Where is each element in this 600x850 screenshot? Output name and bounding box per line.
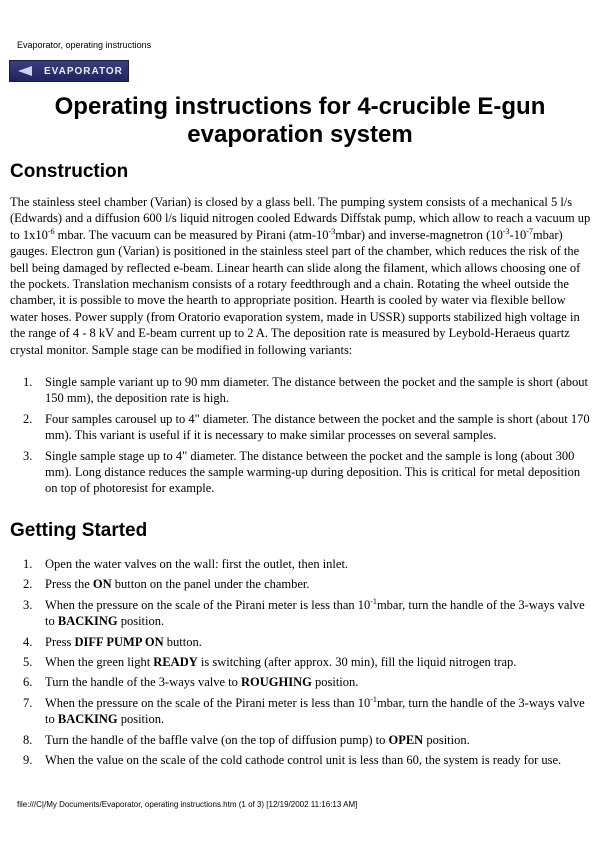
list-item: 1. Open the water valves on the wall: first the outlet, then inlet. — [23, 557, 349, 571]
arrow-icon — [18, 66, 32, 76]
list-item: 3. When the pressure on the scale of the Pirani meter is less than $10^{-1}mbar$, turn the handle of the 3-ways valve to BACKING position. — [23, 596, 585, 629]
list-item: 1. Single sample variant up to 90 mm diameter. The distance between the pocket and the sample is short (about 150 mm), the deposition rate is high. — [23, 375, 589, 406]
getting-started-steps — [23, 556, 590, 772]
list-item: 8. Turn the handle of the baffle valve (on the top of diffusion pump) to OPEN position. — [23, 732, 470, 747]
construction-heading: Construction — [10, 161, 129, 182]
list-item: 6. Turn the handle of the 3-ways valve to ROUGHING position. — [23, 675, 359, 690]
page-footer: file:///C|/My Documents/Evaporator, operating instructions.htm (1 of 3) [12/19/2002 11:16:13 AM] — [17, 800, 358, 809]
list-item: 5. When the green light READY is switching (after approx. 30 min), fill the liquid nitrogen trap. — [23, 655, 517, 670]
list-item: 4. Press DIFF PUMP ON button. — [23, 634, 202, 649]
list-item: 7. When the pressure on the scale of the Pirani meter is less than $10^{-1}mbar$, turn the handle of the 3-ways valve to BACKING position. — [23, 694, 585, 727]
list-item: 2. Four samples carousel up to 4" diameter. The distance between the pocket and the sample is short (about 170 mm). This variant is useful if it is necessary to make similar processes on several samples. — [23, 411, 590, 443]
page-title: Operating instructions for 4-crucible E-gun evaporation system — [54, 93, 546, 148]
banner-label: EVAPORATOR — [44, 65, 123, 77]
list-item: 3. Single sample stage up to 4" diameter. The distance between the pocket and the sample is long (about 300 mm). Long distance reduces the sample warming-up during deposition. This is critical for metal deposition on top of photoresist for example. — [23, 448, 581, 496]
construction-paragraph: The stainless steel chamber (Varian) is closed by a glass bell. The pumping system consists of a mechanical 5 l/s (Edwards) and a diffusion 600 l/s liquid nitrogen cooled Edwards Diffstak pump, which allow to reach a vacuum up to $1x10^{-6}$ mbar. The vacuum can be measured by Pirani $(atm-10^{-3}mbar)$ and inverse-magnetron $(10^{-3}-10^{-7}mbar)$ gauges. Electron gun (Varian) is positioned in the stainless steel part of the chamber, which reduces the risk of the bell being damaged by reflected e-beam. Linear hearth can slide along the filament, which allows choosing one of the pockets. Translation mechanism consists of a rotary feedthrough and a chain. Rotating the wheel outside the chamber, it is possible to move the hearth to appropriate position. Hearth is cooled by water via flexible bellow water hoses. Power supply (from Oratorio evaporation system, made in USSR) supports stabilized high voltage in the range of 4 - 8 kV and E-beam current up to 2 A. The deposition rate is measured by Leybold-Heraeus quartz crystal monitor. Sample stage can be modified in following variants: — [10, 195, 591, 357]
page-header: Evaporator, operating instructions — [17, 40, 152, 50]
getting-started-heading: Getting Started — [10, 520, 148, 541]
list-item: 9. When the value on the scale of the cold cathode control unit is less than 60, the system is ready for use. — [23, 753, 562, 768]
stage-variants-list — [23, 374, 590, 501]
evaporator-banner[interactable] — [9, 60, 129, 82]
list-item: 2. Press the ON button on the panel under the chamber. — [23, 577, 310, 592]
